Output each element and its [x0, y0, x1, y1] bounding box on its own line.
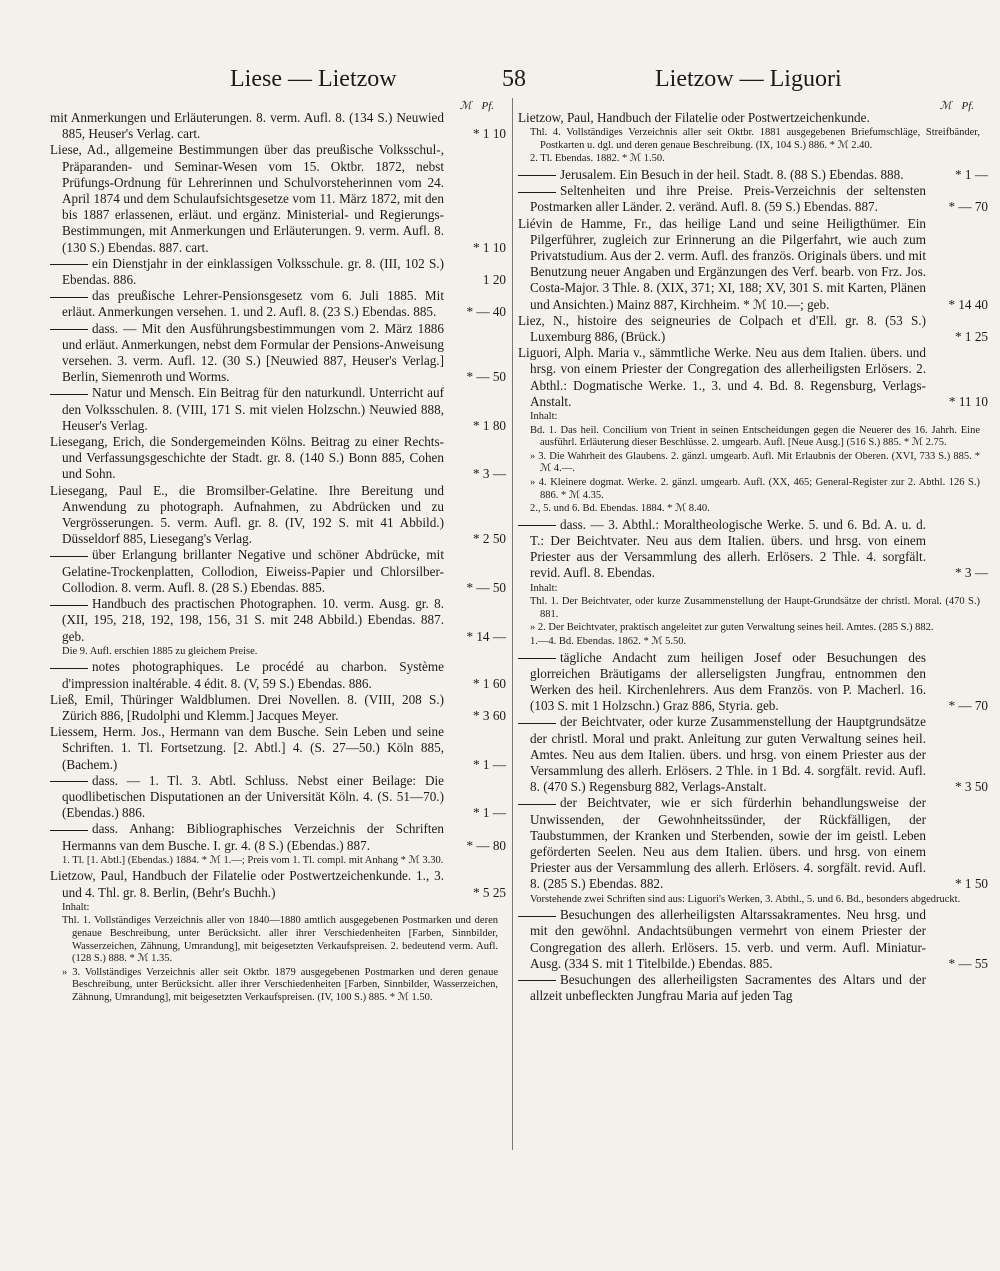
- entry-price: * — 50: [466, 369, 506, 385]
- catalog-entry: [50, 692, 506, 724]
- ditto-dash: [518, 723, 556, 724]
- entry-text: mit Anmerkungen und Erläuterungen. 8. verm. Aufl. 8. (134 S.) Neuwied 885, Heuser's Verlag. cart.: [50, 110, 444, 142]
- entry-price: * 1 25: [955, 329, 988, 345]
- entry-price: * 2 50: [473, 531, 506, 547]
- entry-text: ein Dienstjahr in der einklassigen Volksschule. gr. 8. (III, 102 S.) Ebendas. 886.: [62, 255, 444, 288]
- entry-text: Handbuch des practischen Photographen. 10. verm. Ausg. gr. 8. (XII, 195, 218, 192, 198, 156, 31 S. mit 248 Abbild.) Ebendas. 887. geb.: [62, 596, 444, 644]
- entry-note: [518, 411, 988, 424]
- entry-text: Liese, Ad., allgemeine Bestimmungen über das preußische Volksschul-, Präparanden- und Seminar-Wesen vom 15. Oktbr. 1872, nebst Prüfungs-Ordnung für Lehrerinnen und Schulvorsteherinnen vom 24. April 1874 und dem Schulaufsichtsgesetze vom 11. März 1872, mit den bis 1887 erlassenen, erläut. und ergänz. Ministerial- und Regierungs-Bestimmungen, mit Anmerkungen und Erläuterungen. 9. verm. Aufl. 8. (130 S.) Ebendas. 887. cart.: [50, 142, 444, 255]
- entry-note: [518, 583, 988, 596]
- entry-price: * 1 10: [473, 239, 506, 255]
- entry-price: * 3 —: [955, 565, 988, 581]
- entry-price: * 1 80: [473, 417, 506, 433]
- catalog-entry: [50, 724, 506, 773]
- entry-text: Liévin de Hamme, Fr., das heilige Land und seine Heiligthümer. Ein Pilgerführer, zugleich zur Erinnerung an die Pilgerfahrt, wie auch zum Privatstudium. Aus der 2. verm. Aufl. des französ. Originals übers. und mit Benutzung neuer Angaben und Ergänzungen des Verf. bearb. von Frz. Jos. Costa-Major. 3 Thle. 8. (XIX, 371; XI, 188; XV, 301 S. mit Karten, Plänen und Ansichten.) Mainz 887, Kirchheim. * ℳ 10.—; geb.: [518, 215, 926, 312]
- entry-text: Natur und Mensch. Ein Beitrag für den naturkundl. Unterricht auf den Volksschulen. 8. (VIII, 171 S. mit vielen Holzschn.) Neuwied 888, Heuser's Verlag.: [62, 385, 444, 433]
- catalog-entry: [50, 385, 506, 434]
- entry-text: dass. — 3. Abthl.: Moraltheologische Werke. 5. und 6. Bd. A. u. d. T.: Der Beichtvater. Neu aus dem Italien. übers. und hrsg. von einem Priester aus der Versammlung des allerh. Erlösers. 2 Thle. 4. sorgfält. revid. Aufl. 8. Ebendas.: [530, 516, 926, 581]
- page-header: [0, 66, 1000, 98]
- entry-price: * 3 50: [955, 779, 988, 795]
- entry-text: Die 9. Aufl. erschien 1885 zu gleichem Preise.: [62, 645, 258, 657]
- entry-note: [50, 902, 506, 915]
- ditto-dash: [50, 668, 88, 669]
- entry-text: der Beichtvater, wie er sich fürderhin behandlungsweise der Unwissenden, der Gewohnheitssünder, der Rückfälligen, der Taubstummen, der Kranken und Sterbenden, sowie der im geistl. Leben geförderten Seelen. Neu aus dem Italien. übers. und hrsg. von einem Priester aus der Versammlung des allerh. Erlösers. 4. sorgfält. revid. Aufl. 8. (285 S.) Ebendas. 882.: [530, 795, 926, 892]
- entry-text: 1.—4. Bd. Ebendas. 1862. * ℳ 5.50.: [530, 635, 687, 647]
- entry-text: das preußische Lehrer-Pensionsgesetz vom 6. Juli 1885. Mit erläut. Anmerkungen versehen. 1. und 2. Aufl. 8. (23 S.) Ebendas. 885.: [62, 288, 444, 320]
- entry-text: Liez, N., histoire des seigneuries de Colpach et d'Ell. gr. 8. (53 S.) Luxemburg 886, (Brück.): [518, 312, 926, 345]
- catalog-entry: [50, 868, 506, 900]
- ditto-dash: [50, 394, 88, 395]
- entry-price: * 1 —: [473, 756, 506, 772]
- price-unit-header: [50, 98, 506, 110]
- entry-price: * 1 —: [955, 166, 988, 182]
- ditto-dash: [50, 264, 88, 265]
- catalog-entry: [50, 547, 506, 596]
- entry-price: * 14 40: [948, 296, 988, 312]
- catalog-entry: [50, 821, 506, 853]
- left-column: [50, 98, 506, 1005]
- catalog-entry: [518, 972, 988, 1004]
- catalog-entry: [50, 773, 506, 822]
- ditto-dash: [518, 175, 556, 176]
- ditto-dash: [50, 297, 88, 298]
- catalog-entry: [518, 517, 988, 582]
- entry-note: [50, 915, 506, 965]
- entry-text: dass. — Mit den Ausführungsbestimmungen vom 2. März 1886 und erläut. Anmerkungen, nebst dem Formular der Pensions-Anweisung versehen. 3. verm. Aufl. 12. (30 S.) [Neuwied 887, Heuser's Verlag.] Berlin, Siemenroth und Worms.: [62, 320, 445, 385]
- entry-text: Seltenheiten und ihre Preise. Preis-Verzeichnis der seltensten Postmarken aller Länder. 2. veränd. Aufl. 8. (59 S.) Ebendas. 887.: [530, 183, 926, 215]
- catalog-entry: [518, 313, 988, 345]
- entry-text: der Beichtvater, oder kurze Zusammenstellung der Hauptgrundsätze der christl. Moral und prakt. Anleitung zur guten Verwaltung seines heil. Amtes. Neu aus dem Italien. übers. und hrsg. von einem Priester aus der Versammlung des allerh. Erlösers. 2 Thle. in 1 Bd. 4. sorgfält. revid. Aufl. 8. (470 S.) Regensburg 882, Verlags-Anstalt.: [530, 714, 926, 795]
- entry-price: * — 70: [948, 199, 988, 215]
- entry-note: [518, 596, 988, 621]
- entry-text: über Erlangung brillanter Negative und schöner Abdrücke, mit Gelatine-Trockenplatten, Collodion, Eiweiss-Papier und Chlorsilber-Collodion. 8. verm. Aufl. 8. (28 S.) Ebendas. 885.: [62, 547, 444, 595]
- entry-text: Liguori, Alph. Maria v., sämmtliche Werke. Neu aus dem Italien. übers. und hrsg. von einem Priester der Congregation des allerheiligsten Erlösers. 2. Abthl.: Dogmatische Werke. 1., 3. und 4. Bd. 8. Regensburg, Verlags-Anstalt.: [518, 345, 926, 409]
- entry-text: Besuchungen des allerheiligsten Altarssakramentes. Neu hrsg. und mit den gewöhnl. Andachtsübungen vermehrt von einem Priester der Congregation des allerh. Erlösers. 15. verb. und verm. Aufl. Miniatur-Ausg. (334 S. mit 1 Titelbilde.) Ebendas. 885.: [530, 907, 926, 971]
- entry-text: Ließ, Emil, Thüringer Waldblumen. Drei Novellen. 8. (VIII, 208 S.) Zürich 886, [Rudolphi und Klemm.] Jacques Meyer.: [50, 691, 444, 723]
- entry-text: 2., 5. und 6. Bd. Ebendas. 1884. * ℳ 8.40.: [530, 503, 710, 515]
- entry-text: » 3. Vollständiges Verzeichnis aller seit Oktbr. 1879 ausgegebenen Postmarken und deren genaue Beschreibung, unter Berücksicht. aller ihrer Verschiedenheiten [Farben, Sinnbilder, Wasserzeichen, Zähnung, Umrandung], mit beigesetzten Verkaufspreisen. (IV, 100 S.) 885. * ℳ 1.50.: [62, 966, 498, 1003]
- entry-text: 1. Tl. [1. Abtl.] (Ebendas.) 1884. * ℳ 1.—; Preis vom 1. Tl. compl. mit Anhang * ℳ 3.30.: [62, 854, 444, 866]
- entry-text: Inhalt:: [530, 582, 558, 594]
- unit-mark: ℳ: [939, 100, 952, 112]
- catalog-entry: [50, 256, 506, 288]
- entry-text: » 2. Der Beichtvater, praktisch angeleitet zur guten Verwaltung seines heil. Amtes. (285 S.) 882.: [530, 622, 934, 634]
- ditto-dash: [50, 329, 88, 330]
- ditto-dash: [518, 980, 556, 981]
- entry-note: [518, 127, 988, 152]
- entry-price: * 14 —: [466, 628, 506, 644]
- catalog-entry: [518, 714, 988, 795]
- entry-price: * 11 10: [948, 393, 988, 409]
- entry-text: Lietzow, Paul, Handbuch der Filatelie oder Postwertzeichenkunde.: [518, 110, 870, 125]
- catalog-entry: [518, 795, 988, 892]
- entry-price: * — 50: [466, 579, 506, 595]
- entry-text: Thl. 1. Der Beichtvater, oder kurze Zusammenstellung der Haupt-Grundsätze der christl. Moral. (470 S.) 881.: [530, 596, 980, 620]
- catalog-entry: [518, 650, 988, 715]
- entry-text: Besuchungen des allerheiligsten Sacramentes des Altars und der allzeit unbefleckten Jungfrau Maria auf jeden Tag: [530, 972, 926, 1004]
- catalog-entry: [518, 167, 988, 183]
- entry-note: [518, 894, 988, 907]
- catalog-entry: [518, 183, 988, 215]
- entry-note: [518, 622, 988, 635]
- entry-note: [518, 451, 988, 476]
- catalog-entry: [518, 110, 988, 126]
- entry-text: dass. — 1. Tl. 3. Abtl. Schluss. Nebst einer Beilage: Die quodlibetischen Disputationen an der Universität Köln. 4. (S. 51—70.) (Ebendas.) 886.: [62, 772, 444, 821]
- entry-price: * 3 —: [473, 466, 506, 482]
- entry-text: Inhalt:: [530, 411, 558, 423]
- entry-note: [518, 425, 988, 450]
- entry-price: * 1 50: [955, 876, 988, 892]
- entry-price: 1 20: [482, 272, 506, 288]
- entry-text: Jerusalem. Ein Besuch in der heil. Stadt. 8. (88 S.) Ebendas. 888.: [560, 166, 904, 182]
- entry-text: dass. Anhang: Bibliographisches Verzeichnis der Schriften Hermanns van dem Busche. I. gr. 4. (8 S.) (Ebendas.) 887.: [62, 821, 444, 853]
- catalog-entry: [50, 110, 506, 142]
- ditto-dash: [518, 658, 556, 659]
- entry-text: Bd. 1. Das heil. Concilium von Trient in seinen Entscheidungen gegen die Neuerer des 16. Jahrh. Eine ausführl. Erläuterung dieser Beschlüsse. 2. umgearb. Aufl. [Neue Ausg.] (516 S.) 885. * ℳ 2.75.: [530, 424, 980, 449]
- entry-text: Lietzow, Paul, Handbuch der Filatelie oder Postwertzeichenkunde. 1., 3. und 4. Thl. gr. 8. Berlin, (Behr's Buchh.): [50, 868, 444, 900]
- entry-price: * 1 —: [473, 805, 506, 821]
- unit-pfennig: Pf.: [481, 100, 494, 112]
- ditto-dash: [518, 192, 556, 193]
- ditto-dash: [50, 781, 88, 782]
- entry-text: Inhalt:: [62, 901, 90, 913]
- catalog-entry: [50, 659, 506, 691]
- entry-note: [50, 967, 506, 1005]
- entry-text: Liessem, Herm. Jos., Hermann van dem Busche. Sein Leben und seine Schriften. 1. Tl. Fortsetzung. [2. Abtl.] 4. (S. 27—50.) Köln 885, (Bachem.): [50, 724, 444, 772]
- entry-price: * 5 25: [473, 884, 506, 900]
- entry-text: tägliche Andacht zum heiligen Josef oder Besuchungen des glorreichen Bräutigams der allerseligsten Jungfrau, entnommen den Werken des heil. Kirchenlehrers. Aus dem Französ. von P. Macherl. 16. (103 S. mit 1 Holzschn.) Graz 886, Styria. geb.: [530, 649, 926, 714]
- catalog-entry: [50, 596, 506, 645]
- entry-text: Liesegang, Paul E., die Bromsilber-Gelatine. Ihre Bereitung und Anwendung zu photograph. Aufnahmen, zu Abdrücken und zu Vergrösserungen. 5. verm. Aufl. gr. 8. (IV, 192 S. mit 41 Abbild.) Düsseldorf 885, Liesegang's Verlag.: [50, 482, 444, 547]
- unit-pfennig: Pf.: [961, 100, 974, 112]
- price-unit-header: [518, 98, 988, 110]
- unit-mark: ℳ: [459, 100, 472, 112]
- entry-price: * 1 10: [473, 126, 506, 142]
- entry-note: [50, 646, 506, 659]
- header-right-range: Lietzow — Liguori: [655, 66, 842, 92]
- entry-price: * 3 60: [473, 707, 506, 723]
- entry-text: 2. Tl. Ebendas. 1882. * ℳ 1.50.: [530, 153, 665, 165]
- entry-text: » 4. Kleinere dogmat. Werke. 2. gänzl. umgearb. Aufl. (XX, 465; General-Register zur 2. Abthl. 126 S.) 886. * ℳ 4.35.: [530, 477, 980, 501]
- entry-text: Thl. 1. Vollständiges Verzeichnis aller von 1840—1880 amtlich ausgegebenen Postmarken und deren genaue Beschreibung, unter Berücksicht. aller ihrer Verschiedenheiten [Farben, Sinnbilder, Wasserzeichen, Zähnung, Umrandung], mit beigesetzten Verkaufspreisen. 2. bedeutend verm. Aufl. (128 S.) 888. * ℳ 1.35.: [62, 915, 498, 965]
- catalog-entry: [50, 434, 506, 483]
- page-number: 58: [502, 66, 526, 92]
- catalog-entry: [518, 907, 988, 972]
- catalog-entry: [50, 483, 506, 548]
- entry-price: * 1 60: [473, 675, 506, 691]
- ditto-dash: [50, 605, 88, 606]
- entry-note: [50, 855, 506, 868]
- ditto-dash: [50, 556, 88, 557]
- entry-text: Thl. 4. Vollständiges Verzeichnis aller seit Oktbr. 1881 ausgegebenen Briefumschläge, Streifbänder, Postkarten u. dgl. und deren genaue Beschreibung. (IX, 104 S.) 886. * ℳ 2.40.: [530, 127, 980, 151]
- entry-note: [518, 636, 988, 649]
- header-left-range: Liese — Lietzow: [230, 66, 397, 92]
- entry-price: * — 70: [948, 698, 988, 714]
- entry-price: * — 40: [466, 304, 506, 320]
- catalog-entry: [50, 288, 506, 320]
- catalog-entry: [518, 345, 988, 410]
- column-divider: [512, 98, 513, 1150]
- ditto-dash: [518, 525, 556, 526]
- entry-price: * — 80: [466, 837, 506, 853]
- entry-note: [518, 503, 988, 516]
- entry-note: [518, 153, 988, 166]
- entry-note: [518, 477, 988, 502]
- catalog-entry: [50, 142, 506, 255]
- catalog-entry: [50, 321, 506, 386]
- ditto-dash: [50, 830, 88, 831]
- entry-text: » 3. Die Wahrheit des Glaubens. 2. gänzl. umgearb. Aufl. Mit Erlaubnis der Oberen. (XVI, 733 S.) 885. * ℳ 4.—.: [530, 450, 980, 475]
- entry-text: notes photographiques. Le procédé au charbon. Système d'impression inaltérable. 4 édit. 8. (V, 59 S.) Ebendas. 886.: [62, 659, 444, 691]
- ditto-dash: [518, 804, 556, 805]
- catalog-entry: [518, 216, 988, 313]
- ditto-dash: [518, 916, 556, 917]
- entry-text: Vorstehende zwei Schriften sind aus: Liguori's Werken, 3. Abthl., 5. und 6. Bd., besonders abgedruckt.: [530, 893, 961, 905]
- right-column: [518, 98, 988, 1004]
- entry-text: Liesegang, Erich, die Sondergemeinden Kölns. Beitrag zu einer Rechts- und Verfassungsgeschichte der Stadt. gr. 8. (140 S.) Bonn 885, Cohen und Sohn.: [50, 434, 444, 482]
- entry-price: * — 55: [948, 955, 988, 971]
